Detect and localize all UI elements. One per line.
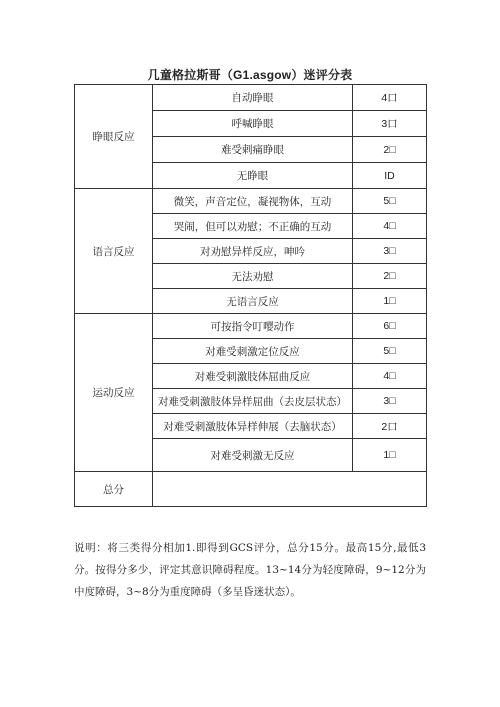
item-description: 对难受刺激定位反应 bbox=[153, 339, 353, 364]
item-description: 呼喊睁眼 bbox=[153, 111, 353, 137]
table-row bbox=[75, 85, 427, 111]
total-label: 总分 bbox=[75, 472, 153, 507]
item-score: 5□ bbox=[353, 339, 427, 364]
item-description: 微笑，声音定位，凝视物体，互动 bbox=[153, 189, 353, 214]
page-title: 几童格拉斯哥（G1.asgow）迷评分表 bbox=[147, 68, 353, 82]
item-score: 3口 bbox=[353, 111, 427, 137]
explanation-note: 说明：将三类得分相加1.即得到GCS评分，总分15分。最高15分,最低3分。按得分多少，评定其意识障碍程度。13~14分为轻度障碍，9~12分为中度障碍，3~8分为重度障碍（多呈昏迷状态）。 bbox=[74, 542, 426, 598]
item-score: 5□ bbox=[353, 189, 427, 214]
item-score: 6□ bbox=[353, 314, 427, 339]
item-score: 1□ bbox=[353, 289, 427, 314]
item-description: 难受剌痛睁眼 bbox=[153, 137, 353, 163]
category-motor-response: 运动反应 bbox=[75, 314, 153, 472]
item-score: 2□ bbox=[353, 264, 427, 289]
item-description: 对难受刺激肢体屈曲反应 bbox=[153, 364, 353, 389]
total-value-cell bbox=[153, 472, 427, 507]
gcs-table bbox=[74, 84, 427, 507]
item-description: 自动睁眼 bbox=[153, 85, 353, 111]
item-description: 无睁眼 bbox=[153, 163, 353, 189]
category-verbal-response: 语言反应 bbox=[75, 189, 153, 314]
item-description: 可按指令叮嘤动作 bbox=[153, 314, 353, 339]
item-score: 2□ bbox=[353, 137, 427, 163]
item-score: 3□ bbox=[353, 389, 427, 414]
item-score: 3□ bbox=[353, 239, 427, 264]
item-description: 对难受刺激肢体异样屈曲（去皮层状态） bbox=[153, 389, 353, 414]
item-description: 对难受刺激无反应 bbox=[153, 439, 353, 472]
item-description: 对难受刺激肢体异样伸展（去脑状态） bbox=[153, 414, 353, 439]
total-row bbox=[75, 472, 427, 507]
table-row bbox=[75, 314, 427, 339]
item-description: 对劝慰异样反应，呻吟 bbox=[153, 239, 353, 264]
item-score: 4□ bbox=[353, 214, 427, 239]
item-score: 4口 bbox=[353, 85, 427, 111]
category-eye-opening: 睁眼反应 bbox=[75, 85, 153, 189]
item-score: 4□ bbox=[353, 364, 427, 389]
item-score: ID bbox=[353, 163, 427, 189]
item-description: 无语言反应 bbox=[153, 289, 353, 314]
item-score: 2口 bbox=[353, 414, 427, 439]
item-description: 哭闹，但可以劝慰；不正确的互动 bbox=[153, 214, 353, 239]
item-description: 无法劝慰 bbox=[153, 264, 353, 289]
item-score: 1□ bbox=[353, 439, 427, 472]
table-row bbox=[75, 189, 427, 214]
